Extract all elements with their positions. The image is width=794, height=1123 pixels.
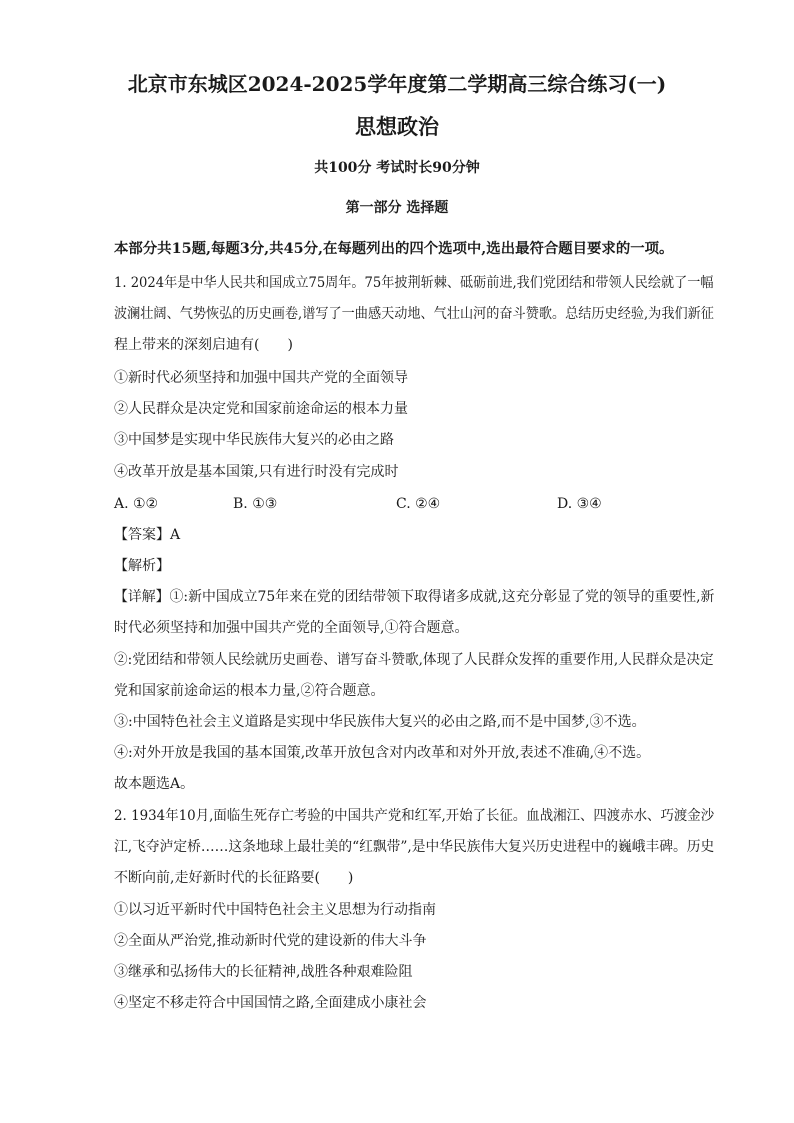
q2-item-1: ①以习近平新时代中国特色社会主义思想为行动指南: [114, 902, 436, 918]
q1-analysis-label: 【解析】: [114, 558, 170, 574]
q1-detail-line-2: 时代必须坚持和加强中国共产党的全面领导,①符合题意。: [114, 620, 469, 636]
subject-title: 思想政治: [355, 114, 439, 139]
q1-option-d: D. ③④: [557, 496, 602, 512]
q2-stem-line-2: 江,飞夺泸定桥……这条地球上最壮美的“红飘带”,是中华民族伟大复兴历史进程中的巍峨丰碑。历史: [114, 839, 715, 855]
q2-item-3: ③继承和弘扬伟大的长征精神,战胜各种艰难险阻: [114, 964, 413, 980]
part-heading: 第一部分 选择题: [345, 200, 449, 216]
q1-option-a: A. ①②: [114, 496, 159, 512]
q1-detail-line-3: ②:党团结和带领人民绘就历史画卷、谱写奋斗赞歌,体现了人民群众发挥的重要作用,人民群众是决定: [114, 652, 714, 668]
q2-stem-line-1: 2. 1934年10月,面临生死存亡考验的中国共产党和红军,开始了长征。血战湘江、四渡赤水、巧渡金沙: [114, 808, 715, 824]
exam-title: 北京市东城区2024-2025学年度第二学期高三综合练习(一): [127, 72, 667, 96]
q1-option-c: C. ②④: [396, 496, 441, 512]
q1-item-3: ③中国梦是实现中华民族伟大复兴的必由之路: [114, 432, 394, 448]
q1-item-4: ④改革开放是基本国策,只有进行时没有完成时: [114, 464, 399, 480]
q1-item-1: ①新时代必须坚持和加强中国共产党的全面领导: [114, 370, 408, 386]
q1-answer: 【答案】A: [114, 527, 181, 543]
q2-item-4: ④坚定不移走符合中国国情之路,全面建成小康社会: [114, 995, 427, 1011]
q2-stem-line-3: 不断向前,走好新时代的长征路要( ): [114, 870, 354, 886]
q1-detail-line-4: 党和国家前途命运的根本力量,②符合题意。: [114, 683, 385, 699]
q1-stem-line-1: 1. 2024年是中华人民共和国成立75周年。75年披荆斩棘、砥砺前进,我们党团结和带领人民绘就了一幅: [114, 275, 714, 291]
q1-detail-line-1: 【详解】①:新中国成立75年来在党的团结带领下取得诸多成就,这充分彰显了党的领导的重要性,新: [114, 589, 715, 605]
exam-info: 共100分 考试时长90分钟: [314, 160, 480, 176]
part-instruction: 本部分共15题,每题3分,共45分,在每题列出的四个选项中,选出最符合题目要求的一项。: [114, 240, 674, 257]
q1-option-b: B. ①③: [233, 496, 278, 512]
q1-detail-line-5: ③:中国特色社会主义道路是实现中华民族伟大复兴的必由之路,而不是中国梦,③不选。: [114, 714, 646, 730]
q1-item-2: ②人民群众是决定党和国家前途命运的根本力量: [114, 401, 408, 417]
q1-detail-line-6: ④:对外开放是我国的基本国策,改革开放包含对内改革和对外开放,表述不准确,④不选。: [114, 745, 651, 761]
q1-detail-line-7: 故本题选A。: [114, 776, 195, 792]
q2-item-2: ②全面从严治党,推动新时代党的建设新的伟大斗争: [114, 933, 427, 949]
q1-stem-line-3: 程上带来的深刻启迪有( ): [114, 337, 293, 353]
q1-stem-line-2: 波澜壮阔、气势恢弘的历史画卷,谱写了一曲感天动地、气壮山河的奋斗赞歌。总结历史经验,为我们新征: [114, 306, 714, 322]
